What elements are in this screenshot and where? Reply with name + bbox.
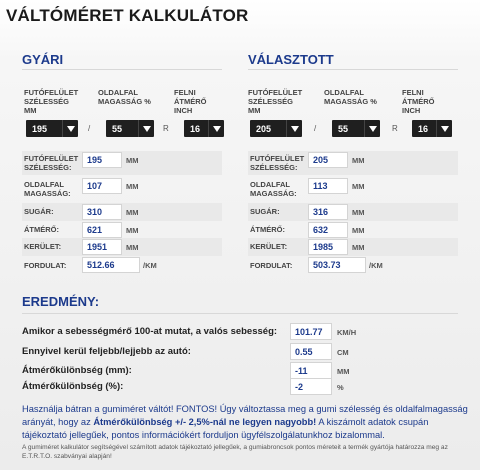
slash-separator: /	[88, 124, 91, 133]
result-heading: EREDMÉNY:	[22, 294, 100, 309]
chevron-down-icon	[286, 120, 302, 137]
factory-row-unit: MM	[126, 156, 139, 165]
r-separator: R	[392, 124, 398, 133]
factory-row-label: OLDALFAL MAGASSÁG:	[24, 180, 71, 198]
result-label: Átmérőkülönbség (mm):	[22, 365, 132, 376]
selected-rim-select[interactable]	[412, 120, 452, 137]
factory-height-output: 107	[82, 178, 122, 194]
info-text: Használja bátran a gumiméret váltót! FONTOS! Úgy változtassa meg a gumi szélesség és oldalfalmagasság arányát, hogy az	[22, 404, 468, 427]
factory-circumference-output: 1951	[82, 239, 122, 255]
r-separator: R	[163, 124, 169, 133]
diameter-diff-percent-output: -2	[290, 378, 332, 395]
factory-rim-select[interactable]	[184, 120, 224, 137]
selected-divider	[248, 69, 458, 70]
factory-radius-output: 310	[82, 204, 122, 220]
result-unit: %	[337, 383, 344, 392]
selected-row-unit: MM	[352, 182, 365, 191]
result-label: Amikor a sebességmérő 100-at mutat, a valós sebesség:	[22, 326, 278, 337]
factory-row-label: SUGÁR:	[24, 207, 54, 216]
factory-height-select[interactable]	[106, 120, 154, 137]
factory-row-unit: MM	[126, 208, 139, 217]
result-label: Átmérőkülönbség (%):	[22, 381, 124, 392]
height-change-output: 0.55	[290, 343, 332, 360]
selected-width-label: FUTÓFELÜLET SZÉLESSÉG MM	[248, 88, 303, 115]
selected-width-select[interactable]	[250, 120, 302, 137]
selected-rim-label: FELNI ÁTMÉRŐ INCH	[402, 88, 435, 115]
selected-row-unit: MM	[352, 226, 365, 235]
selected-row-unit: MM	[352, 243, 365, 252]
chevron-down-icon	[436, 120, 452, 137]
selected-revolution-output: 503.73	[308, 257, 366, 273]
selected-width-output: 205	[308, 152, 348, 168]
result-divider	[22, 313, 458, 314]
selected-radius-output: 316	[308, 204, 348, 220]
selected-row-label: FORDULAT:	[250, 261, 293, 270]
selected-height-select[interactable]	[332, 120, 380, 137]
factory-heading: GYÁRI	[22, 52, 64, 67]
info-paragraph	[22, 403, 470, 442]
selected-rim-value: 16	[418, 123, 429, 134]
factory-width-output: 195	[82, 152, 122, 168]
chevron-down-icon	[138, 120, 154, 137]
factory-row-unit: /KM	[143, 261, 157, 270]
selected-row-label: ÁTMÉRŐ:	[250, 225, 285, 234]
selected-row-label: KERÜLET:	[250, 242, 288, 251]
factory-row-label: KERÜLET:	[24, 242, 62, 251]
factory-height-label: OLDALFAL MAGASSÁG %	[98, 88, 151, 106]
factory-rim-value: 16	[190, 123, 201, 134]
result-label: Ennyivel kerül feljebb/lejjebb az autó:	[22, 346, 191, 357]
selected-circumference-output: 1985	[308, 239, 348, 255]
info-warning: Átmérőkülönbség +/- 2,5%-nál ne legyen nagyobb!	[93, 417, 317, 427]
factory-row-unit: MM	[126, 226, 139, 235]
chevron-down-icon	[62, 120, 78, 137]
selected-row-label: OLDALFAL MAGASSÁG:	[250, 180, 297, 198]
slash-separator: /	[314, 124, 317, 133]
factory-rim-label: FELNI ÁTMÉRŐ INCH	[174, 88, 207, 115]
real-speed-output: 101.77	[290, 323, 332, 340]
info-text: A kiszámolt adatok csupán tájékoztató jellegűek, pontos információkért forduljon ügyfélszolgálatunkhoz bizalommal.	[22, 417, 429, 440]
selected-row-unit: MM	[352, 208, 365, 217]
selected-row-unit: MM	[352, 156, 365, 165]
diameter-diff-mm-output: -11	[290, 362, 332, 379]
selected-row-label: FUTÓFELÜLET SZÉLESSÉG:	[250, 154, 305, 172]
page-title: VÁLTÓMÉRET KALKULÁTOR	[6, 6, 249, 25]
chevron-down-icon	[364, 120, 380, 137]
factory-height-value: 55	[112, 123, 123, 134]
result-unit: KM/H	[337, 328, 357, 337]
footnote: A gumiméret kalkulátor segítségével számított adatok tájékoztató jellegűek, a gumiabroncsok pontos méreteit a termék gyártója határozza meg az E.T.R.T.O. szabványai alapján!	[22, 444, 448, 460]
factory-row-label: ÁTMÉRŐ:	[24, 225, 59, 234]
selected-height-output: 113	[308, 178, 348, 194]
selected-row-label: SUGÁR:	[250, 207, 280, 216]
factory-row-unit: MM	[126, 243, 139, 252]
factory-revolution-output: 512.66	[82, 257, 140, 273]
selected-height-label: OLDALFAL MAGASSÁG %	[324, 88, 377, 106]
selected-height-value: 55	[338, 123, 349, 134]
factory-row-label: FORDULAT:	[24, 261, 67, 270]
selected-row-unit: /KM	[369, 261, 383, 270]
selected-diameter-output: 632	[308, 222, 348, 238]
factory-row-unit: MM	[126, 182, 139, 191]
result-unit: CM	[337, 348, 349, 357]
result-unit: MM	[337, 367, 350, 376]
factory-divider	[22, 69, 222, 70]
factory-width-select[interactable]	[26, 120, 78, 137]
selected-heading: VÁLASZTOTT	[248, 52, 334, 67]
factory-width-label: FUTÓFELÜLET SZÉLESSÉG MM	[24, 88, 79, 115]
factory-diameter-output: 621	[82, 222, 122, 238]
factory-row-label: FUTÓFELÜLET SZÉLESSÉG:	[24, 154, 79, 172]
chevron-down-icon	[208, 120, 224, 137]
factory-width-value: 195	[32, 123, 48, 134]
selected-width-value: 205	[256, 123, 272, 134]
